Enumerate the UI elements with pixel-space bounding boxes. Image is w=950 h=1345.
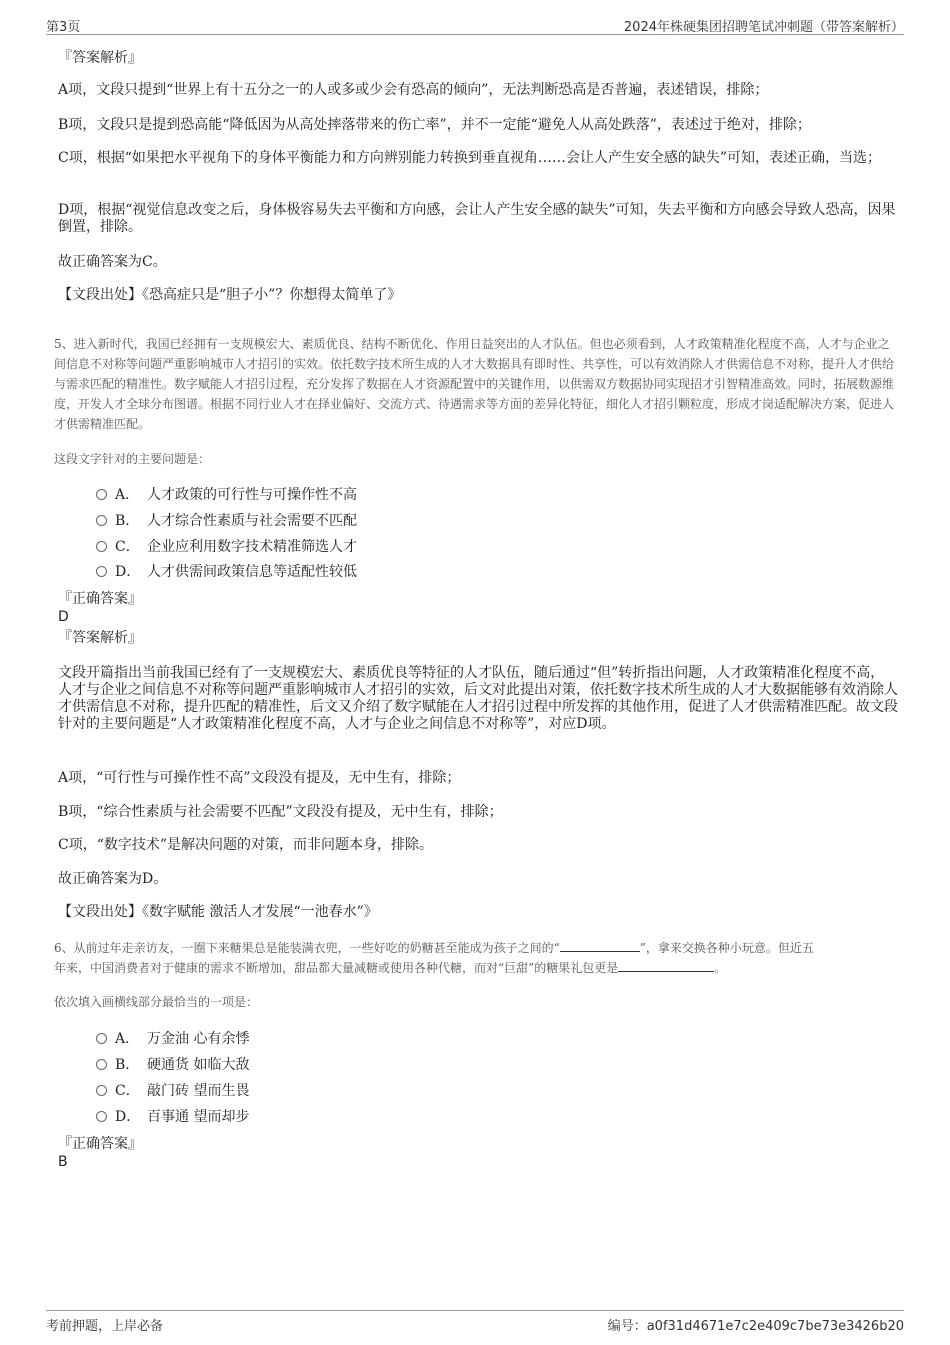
q6-option-d[interactable]: D． 百事通 望而却步 (96, 1108, 249, 1126)
q5-passage: 5、进入新时代，我国已经拥有一支规模宏大、素质优良、结构不断优化、作用日益突出的人才队伍。但也必须看到，人才政策精准化程度不高，人才与企业之间信息不对称等问题严重影响城市人才招引的实效。依托数字技术所生成的人才大数据具有即时性、共享性，可以有效消除人才供需信息不对称，提升人才供给与需求匹配的精准性。数字赋能人才招引过程，充分发挥了数据在人才资源配置中的关键作用，以供需双方数据协同实现招才引智精准高效。同时，拓展数源维度，开发人才全球分布图谱。根据不同行业人才在择业偏好、交流方式、待遇需求等方面的差异化特征，细化人才招引颗粒度，形成才岗适配解决方案，促进人才供需精准匹配。 (54, 337, 895, 431)
q4-analysis-b: B项，文段只是提到恐高能“降低因为从高处摔落带来的伤亡率”，并不一定能“避免人从高处跌落”，表述过于绝对，排除； (58, 117, 811, 133)
q5-conclusion: 故正确答案为D。 (58, 871, 168, 887)
page-number: 第3页 (46, 20, 81, 35)
radio-icon[interactable] (96, 1033, 107, 1044)
q5-option-b[interactable]: B． 人才综合性素质与社会需要不匹配 (96, 512, 357, 530)
radio-icon[interactable] (96, 1059, 107, 1070)
document-code: 编号：a0f31d4671e7c2e409c7be73e3426b20 (607, 1319, 904, 1334)
q6-answer-title: 『正确答案』 (58, 1136, 142, 1152)
q5-answer-title: 『正确答案』 (58, 591, 142, 607)
fill-blank-1 (560, 939, 640, 952)
radio-icon[interactable] (96, 1085, 107, 1096)
radio-icon[interactable] (96, 1111, 107, 1122)
q4-analysis-title: 『答案解析』 (58, 50, 142, 66)
q5-option-c[interactable]: C． 企业应利用数字技术精准筛选人才 (96, 538, 357, 556)
radio-icon[interactable] (96, 489, 107, 500)
radio-icon[interactable] (96, 541, 107, 552)
q6-stem-line1: 6、从前过年走亲访友，一圈下来糖果总是能装满衣兜，一些好吃的奶糖甚至能成为孩子之间的“ ”，拿来交换各种小玩意。但近五 (54, 941, 814, 955)
document-title: 2024年株硬集团招聘笔试冲刺题（带答案解析） (623, 20, 904, 35)
q5-analysis-c: C项，“数字技术”是解决问题的对策，而非问题本身，排除。 (58, 837, 434, 853)
q5-option-a[interactable]: A． 人才政策的可行性与可操作性不高 (96, 486, 357, 504)
page-footer (46, 1310, 904, 1335)
q6-option-c[interactable]: C． 敲门砖 望而生畏 (96, 1082, 249, 1100)
q5-analysis-a: A项，“可行性与可操作性不高”文段没有提及，无中生有，排除； (58, 770, 461, 786)
q4-analysis-d: D项，根据“视觉信息改变之后，身体极容易失去平衡和方向感，会让人产生安全感的缺失”可知，失去平衡和方向感会导致人恐高，因果倒置，排除。 (58, 202, 896, 235)
radio-icon[interactable] (96, 515, 107, 526)
q5-option-d[interactable]: D． 人才供需间政策信息等适配性较低 (96, 563, 357, 581)
q6-answer: B (58, 1154, 68, 1170)
q5-source: 【文段出处】《数字赋能 激活人才发展“一池春水”》 (58, 904, 378, 920)
q6-option-b[interactable]: B． 硬通货 如临大敌 (96, 1056, 249, 1074)
q5-analysis: 文段开篇指出当前我国已经有了一支规模宏大、素质优良等特征的人才队伍，随后通过“但”转折指出问题，人才政策精准化程度不高，人才与企业之间信息不对称等问题严重影响城市人才招引的实效，后文对此提出对策，依托数字技术所生成的人才大数据能够有效消除人才供需信息不对称，提升匹配的精准性，后文又介绍了数字赋能在人才招引过程中所发挥的其他作用，促进了人才供需精准匹配。故文段针对的主要问题是“人才政策精准化程度不高，人才与企业之间信息不对称等”，对应D项。 (58, 665, 898, 732)
q4-analysis-c: C项，根据“如果把水平视角下的身体平衡能力和方向辨别能力转换到垂直视角……会让人产生安全感的缺失”可知，表述正确，当选； (58, 150, 882, 166)
q4-analysis-a: A项，文段只提到“世界上有十五分之一的人或多或少会有恐高的倾向”，无法判断恐高是否普遍，表述错误，排除； (58, 82, 769, 98)
footer-slogan: 考前押题，上岸必备 (46, 1319, 164, 1334)
page-header (46, 14, 904, 35)
q5-analysis-title: 『答案解析』 (58, 630, 142, 646)
q6-stem-line2: 年来，中国消费者对于健康的需求不断增加，甜品都大量减糖或使用各种代糖，而对“巨甜”的糖果礼包更是 。 (54, 961, 727, 975)
q6-option-a[interactable]: A． 万金油 心有余悸 (96, 1030, 249, 1048)
q5-analysis-b: B项，“综合性素质与社会需要不匹配”文段没有提及，无中生有，排除； (58, 804, 503, 820)
fill-blank-2 (618, 959, 714, 972)
q6-question: 依次填入画横线部分最恰当的一项是： (54, 995, 259, 1009)
q5-answer: D (58, 609, 69, 625)
q4-conclusion: 故正确答案为C。 (58, 254, 167, 270)
q5-question: 这段文字针对的主要问题是： (54, 452, 211, 466)
q4-source: 【文段出处】《恐高症只是“胆子小”？你想得太简单了》 (58, 287, 402, 303)
radio-icon[interactable] (96, 566, 107, 577)
